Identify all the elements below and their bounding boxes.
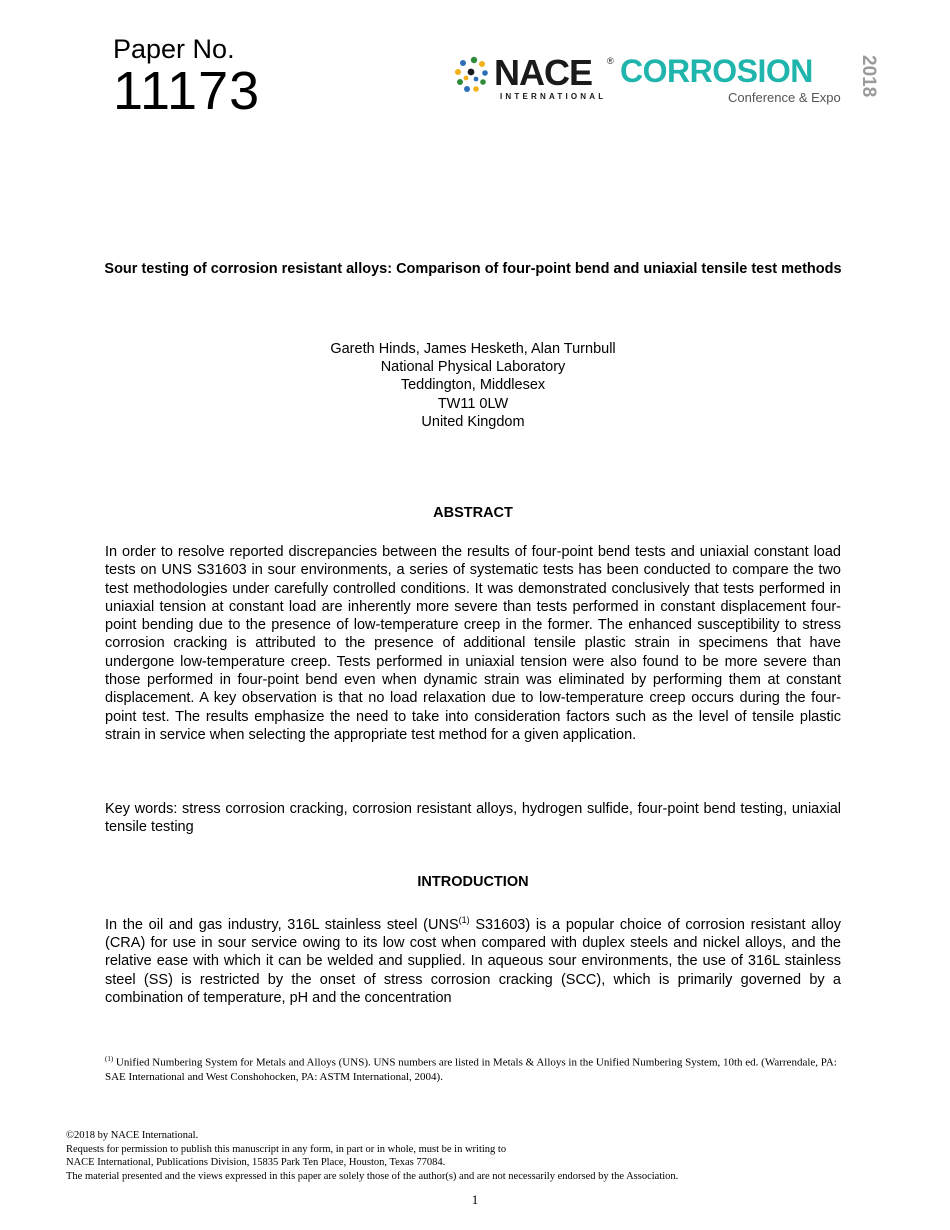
intro-text-start: In the oil and gas industry, 316L stainless steel (UNS xyxy=(105,916,459,933)
nace-wordmark: NACE xyxy=(494,52,593,93)
footnote-text: Unified Numbering System for Metals and Alloys (UNS). UNS numbers are listed in Metals & Alloys in the Unified Numbering System, 10th ed. (Warrendale, PA: SAE International and West Conshohocken, PA: ASTM International, 2004). xyxy=(105,1056,837,1083)
author-block xyxy=(100,340,846,431)
abstract-text: In order to resolve reported discrepancies between the results of four-point bend tests and uniaxial constant load tests on UNS S31603 in sour environments, a series of systematic tests has been conducted to compare the two test methodologies under carefully controlled conditions. It was demonstrated conclusively that tests performed in uniaxial tension at constant load are inherently more severe than tests performed in constant displacement four-point bending due to the presence of low-temperature creep in the former. The enhanced susceptibility to stress corrosion cracking is attributed to the presence of additional tensile plastic strain in specimens that have undergone low-temperature creep. Tests performed in uniaxial tension were also found to be more severe than those performed in four-point bend even when dynamic strain was eliminated by performing them at constant displacement. A key observation is that no load relaxation due to low-temperature creep occurs during the four-point test. The results emphasize the need to take into consideration factors such as the level of tensile plastic strain in service when selecting the appropriate test method for a given application. xyxy=(105,544,841,743)
international-label: INTERNATIONAL xyxy=(500,92,607,101)
nace-globe-icon xyxy=(455,57,488,92)
permission-line: Requests for permission to publish this manuscript in any form, in part or in whole, must be in writing to xyxy=(66,1143,507,1155)
nace-corrosion-logo xyxy=(454,52,894,112)
address-line: NACE International, Publications Division, 15835 Park Ten Place, Houston, Texas 77084. xyxy=(66,1157,446,1169)
footnote xyxy=(105,1052,841,1084)
author-institution: National Physical Laboratory xyxy=(380,359,566,376)
abstract-heading: ABSTRACT xyxy=(433,505,513,521)
year-label: 2018 xyxy=(858,55,879,98)
footnote-ref: (1) xyxy=(458,915,470,925)
paper-number-block xyxy=(113,34,261,121)
introduction-text xyxy=(105,911,841,1007)
footnote-marker: (1) xyxy=(105,1055,114,1063)
paper-title: Sour testing of corrosion resistant alloys: Comparison of four-point bend and uniaxial tensile test methods xyxy=(104,261,842,277)
corrosion-wordmark: CORROSION xyxy=(620,53,813,89)
intro-text-end: S31603) is a popular choice of corrosion resistant alloy (CRA) for use in sour service owing to its low cost when compared with duplex steels and nickel alloys, and the relative ease with which it can be welded and supplied. In aqueous sour environments, the use of 316L stainless steel (SS) is restricted by the onset of stress corrosion cracking (SCC), which is primarily governed by a combination of temperature, pH and the concentration xyxy=(105,916,842,1007)
registered-mark: ® xyxy=(607,56,614,66)
keywords: Key words: stress corrosion cracking, corrosion resistant alloys, hydrogen sulfide, four-point bend testing, uniaxial tensile testing xyxy=(105,801,841,836)
paper-label: Paper No. xyxy=(113,34,235,64)
conference-label: Conference & Expo xyxy=(728,90,841,105)
page-number: 1 xyxy=(471,1192,479,1207)
copyright-line: ©2018 by NACE International. xyxy=(66,1130,199,1141)
paper-number: 11173 xyxy=(113,61,261,121)
disclaimer-line: The material presented and the views expressed in this paper are solely those of the author(s) and are not necessarily endorsed by the Association. xyxy=(66,1170,679,1182)
author-country: United Kingdom xyxy=(421,413,525,430)
author-postcode: TW11 0LW xyxy=(437,395,509,412)
author-names: Gareth Hinds, James Hesketh, Alan Turnbull xyxy=(330,341,616,357)
introduction-heading: INTRODUCTION xyxy=(417,874,529,890)
copyright-block xyxy=(66,1129,886,1183)
author-city: Teddington, Middlesex xyxy=(400,377,546,394)
